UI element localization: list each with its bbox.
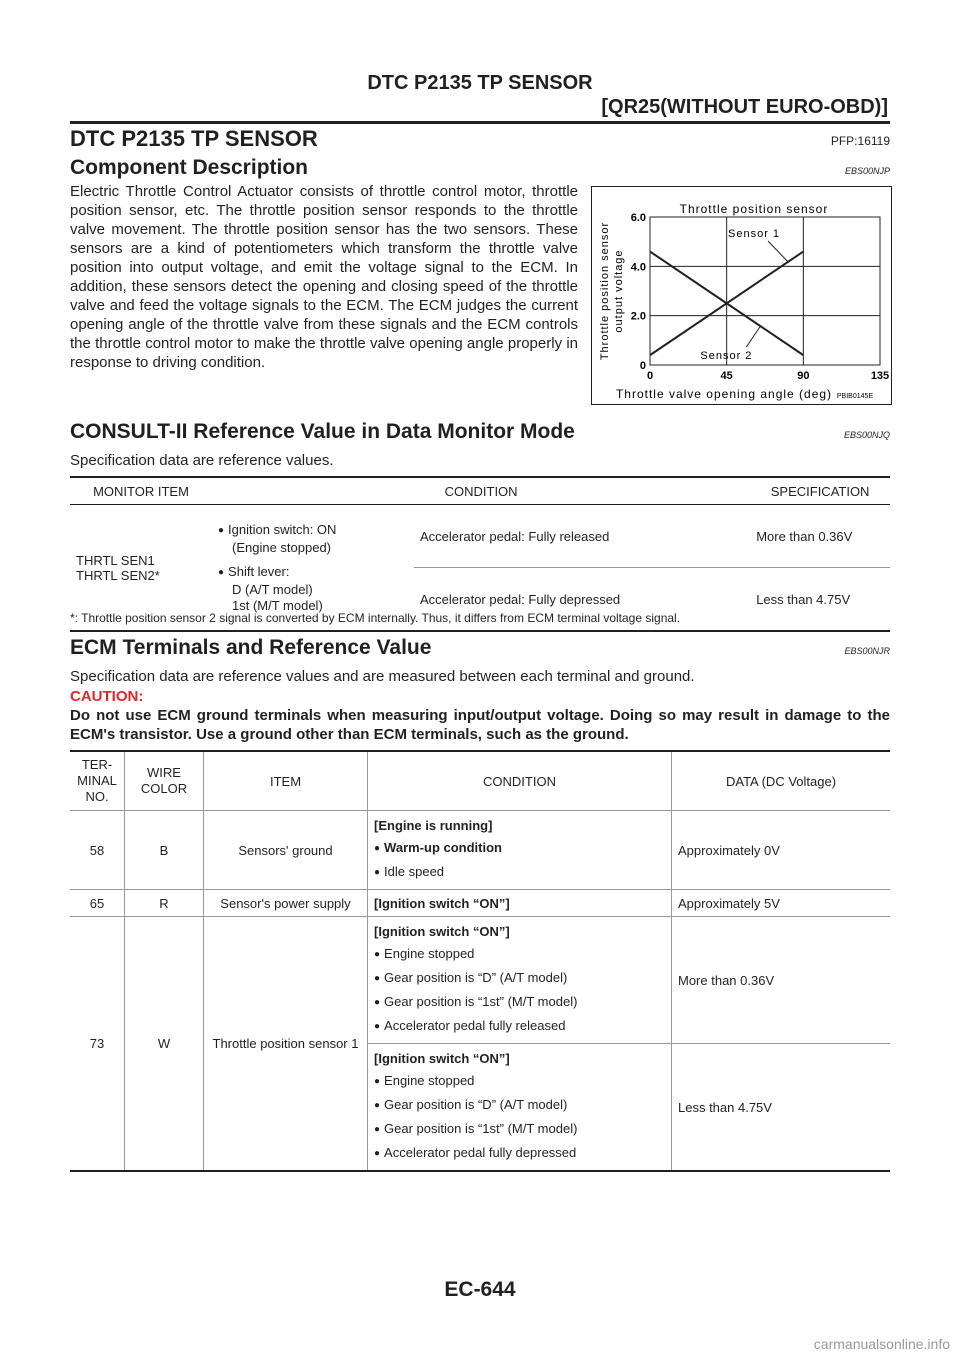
item: Throttle position sensor 1 [204,917,368,1172]
consult-table [70,476,890,632]
x-tick-label: 90 [797,370,810,382]
condition-head: [Engine is running] [374,818,493,833]
series-label-1: Sensor 1 [728,228,781,240]
ecm-header-row [70,751,890,811]
item: Sensor's power supply [204,890,368,917]
table-row [70,811,890,890]
data-value: Approximately 0V [672,811,891,890]
x-tick-label: 135 [870,370,890,382]
condition-cell [368,1044,672,1172]
caution-text: Do not use ECM ground terminals when measuring input/output voltage. Doing so may result in damage to the ECM's transistor. Use a ground other than ECM terminals, such as the ground. [70,707,890,743]
condition-item: ● Engine stopped [374,943,665,967]
cond-ignition: ● Ignition switch: ON [218,522,408,540]
col-terminal: TER- MINAL NO. [70,751,125,811]
row2-condition: Accelerator pedal: Fully depressed [414,568,750,632]
y-tick-label: 4.0 [630,261,646,274]
row1-condition: Accelerator pedal: Fully released [414,505,750,568]
condition-item: ● Accelerator pedal fully released [374,1015,665,1039]
component-code: EBS00NJP [844,166,890,176]
condition-head: [Ignition switch “ON”] [374,924,510,939]
condition-item: ● Warm-up condition [374,837,665,861]
y-tick-label: 0 [639,360,646,372]
condition-item: ● Engine stopped [374,1070,665,1094]
col-data: DATA (DC Voltage) [672,751,891,811]
data-value: More than 0.36V [672,917,891,1044]
series-leader-2 [746,326,760,347]
ecm-heading: ECM Terminals and Reference Value [70,636,432,659]
component-heading: Component Description [70,156,309,179]
monitor-item-1: THRTL SEN1 [76,552,155,568]
col-condition: CONDITION [212,477,750,505]
chart-title: Throttle position sensor [679,202,829,216]
consult-intro: Specification data are reference values. [70,452,334,469]
figure-code: PBIB0145E [836,393,874,400]
wire-color: B [125,811,204,890]
condition-item: ● Gear position is “D” (A/T model) [374,967,665,991]
col-wire-color: WIRE COLOR [125,751,204,811]
condition-item: ● Gear position is “D” (A/T model) [374,1094,665,1118]
table-row [70,890,890,917]
x-tick-label: 45 [720,370,733,382]
condition-item: ● Gear position is “1st” (M/T model) [374,991,665,1015]
cond-ignition-note: (Engine stopped) [232,539,332,555]
data-value: Less than 4.75V [672,1044,891,1172]
y-tick-label: 2.0 [630,310,646,323]
cond-shift-mt: 1st (M/T model) [232,597,323,613]
y-tick-label: 6.0 [630,212,646,224]
section-title: DTC P2135 TP SENSOR [70,126,318,151]
running-header-title: DTC P2135 TP SENSOR [367,72,593,94]
condition-cell [368,811,672,890]
chart-svg [592,187,891,404]
x-tick-label: 0 [646,370,654,382]
condition-item: ● Gear position is “1st” (M/T model) [374,1118,665,1142]
condition-head: [Ignition switch “ON”] [368,890,672,917]
caution-title: CAUTION: [70,688,144,705]
col-monitor-item: MONITOR ITEM [70,477,212,505]
consult-heading: CONSULT-II Reference Value in Data Monitor Mode [70,420,575,443]
series-leader-1 [768,241,788,262]
wire-color: W [125,917,204,1172]
row1-spec: More than 0.36V [750,505,890,568]
condition-cell [368,917,672,1044]
chart-xlabel: Throttle valve opening angle (deg) [615,387,833,401]
table-row [70,505,890,568]
component-description: Electric Throttle Control Actuator consists of throttle control motor, throttle position sensor, etc. The throttle position sensor responds to the throttle valve movement. The throttle position sensor has the two sensors. These sensors are a kind of potentiometers which transform the throttle valve position into output voltage, and emit the voltage signal to the ECM. In addition, these sensors detect the opening and closing speed of the throttle valve and feed the voltage signals to the ECM. The ECM judges the current opening angle of the throttle valve from these signals and the ECM controls the throttle control motor to make the throttle valve opening angle properly in response to driving condition. [70,183,578,371]
running-header-subtitle: [QR25(WITHOUT EURO-OBD)] [601,96,888,118]
tp-sensor-chart [591,186,892,405]
row2-spec: Less than 4.75V [750,568,890,632]
cond-shift: ● Shift lever: [218,564,408,582]
part-code: PFP:16119 [830,134,890,148]
condition-head: [Ignition switch “ON”] [374,1051,510,1066]
consult-footnote: *: Throttle position sensor 2 signal is converted by ECM internally. Thus, it differs from ECM terminal voltage signal. [70,611,681,625]
page-number: EC-644 [444,1278,516,1301]
chart-ylabel: Throttle position sensor output voltage [599,221,625,361]
ecm-intro: Specification data are reference values and are measured between each terminal and ground. [70,668,695,685]
condition-item: ● Accelerator pedal fully depressed [374,1142,665,1166]
wire-color: R [125,890,204,917]
cond-shift-at: D (A/T model) [232,581,313,597]
series-label-2: Sensor 2 [700,350,753,362]
header-rule [70,121,890,124]
terminal-no: 58 [70,811,125,890]
table-row [70,917,890,1044]
ecm-table [70,750,890,1172]
watermark: carmanualsonline.info [813,1336,950,1352]
col-specification: SPECIFICATION [750,477,890,505]
terminal-no: 73 [70,917,125,1172]
monitor-item-2: THRTL SEN2* [76,567,160,583]
consult-header-row [70,477,890,505]
col-condition: CONDITION [368,751,672,811]
condition-item: ● Idle speed [374,861,665,885]
col-item: ITEM [204,751,368,811]
terminal-no: 65 [70,890,125,917]
data-value: Approximately 5V [672,890,891,917]
ecm-code: EBS00NJR [844,646,890,656]
item: Sensors' ground [204,811,368,890]
consult-code: EBS00NJQ [843,430,890,440]
